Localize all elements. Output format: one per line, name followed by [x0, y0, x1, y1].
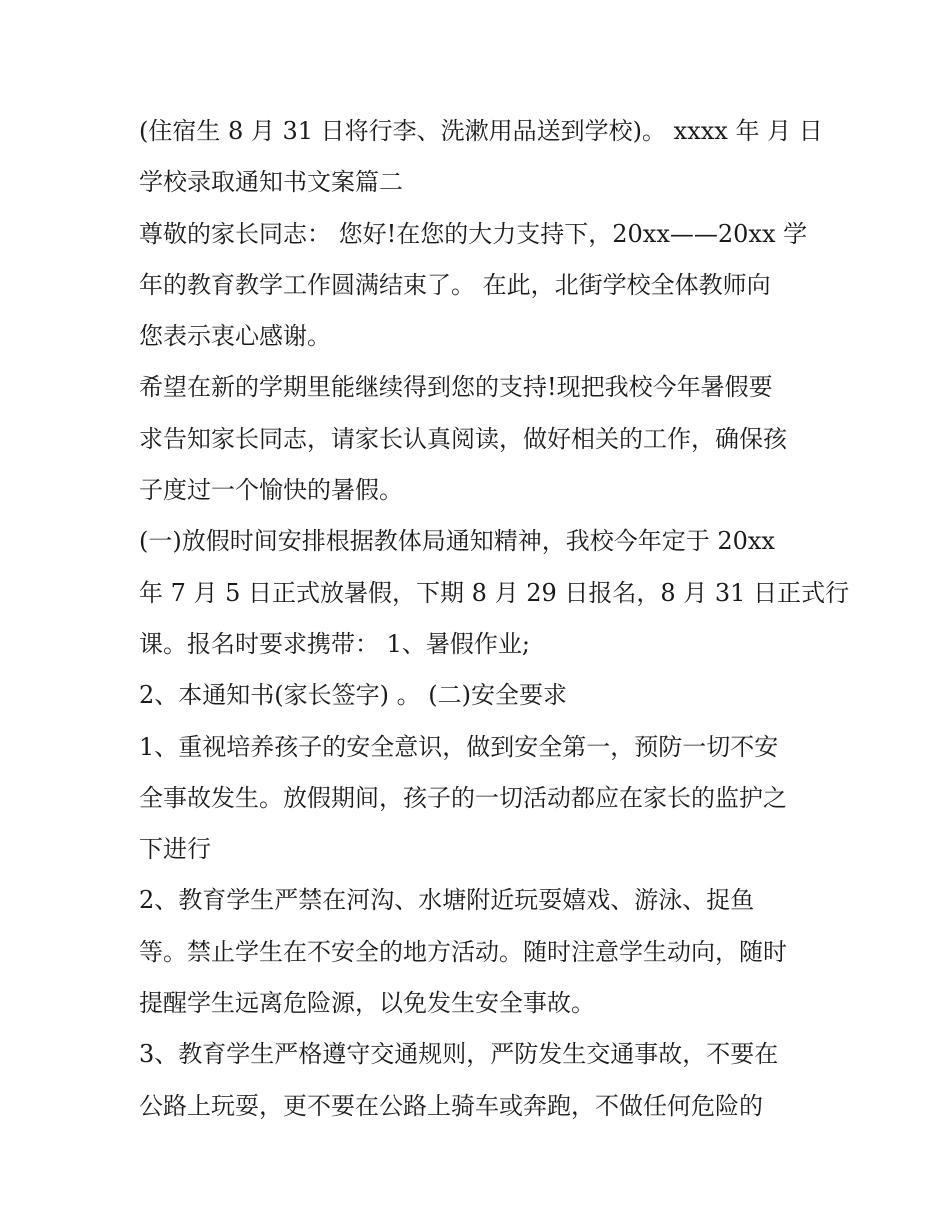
- section-heading: 学校录取通知书文案篇二: [139, 168, 403, 197]
- text-line: 全事故发生。放假期间，孩子的一切活动都应在家长的监护之: [139, 783, 787, 812]
- text-line: 2、本通知书(家长签字) 。 (二)安全要求: [139, 681, 567, 710]
- text-line: 尊敬的家长同志： 您好!在您的大力支持下，20xx——20xx 学: [139, 219, 808, 248]
- text-line: 子度过一个愉快的暑假。: [139, 476, 403, 505]
- text-line: 提醒学生远离危险源，以免发生安全事故。: [139, 989, 595, 1018]
- text-line: 1、重视培养孩子的安全意识，做到安全第一，预防一切不安: [139, 732, 779, 761]
- text-line: 课。报名时要求携带： 1、暑假作业;: [139, 629, 530, 658]
- text-line: 公路上玩耍，更不要在公路上骑车或奔跑，不做任何危险的: [139, 1091, 763, 1120]
- text-line: 您表示衷心感谢。: [139, 322, 331, 351]
- text-line: 下进行: [139, 835, 211, 864]
- text-line: 2、教育学生严禁在河沟、水塘附近玩耍嬉戏、游泳、捉鱼: [139, 886, 755, 915]
- text-line: 希望在新的学期里能继续得到您的支持!现把我校今年暑假要: [139, 373, 773, 402]
- text-line: (住宿生 8 月 31 日将行李、洗漱用品送到学校)。 xxxx 年 月 日: [139, 117, 823, 145]
- text-line: (一)放假时间安排根据教体局通知精神，我校今年定于 20xx: [139, 527, 775, 556]
- text-line: 年 7 月 5 日正式放暑假，下期 8 月 29 日报名，8 月 31 日正式行: [139, 578, 850, 607]
- text-line: 3、教育学生严格遵守交通规则，严防发生交通事故，不要在: [139, 1040, 779, 1069]
- text-line: 求告知家长同志，请家长认真阅读，做好相关的工作，确保孩: [139, 424, 787, 453]
- text-line: 年的教育教学工作圆满结束了。 在此，北街学校全体教师向: [139, 270, 771, 299]
- document-body: [139, 106, 850, 1132]
- text-line: 等。禁止学生在不安全的地方活动。随时注意学生动向，随时: [139, 937, 787, 966]
